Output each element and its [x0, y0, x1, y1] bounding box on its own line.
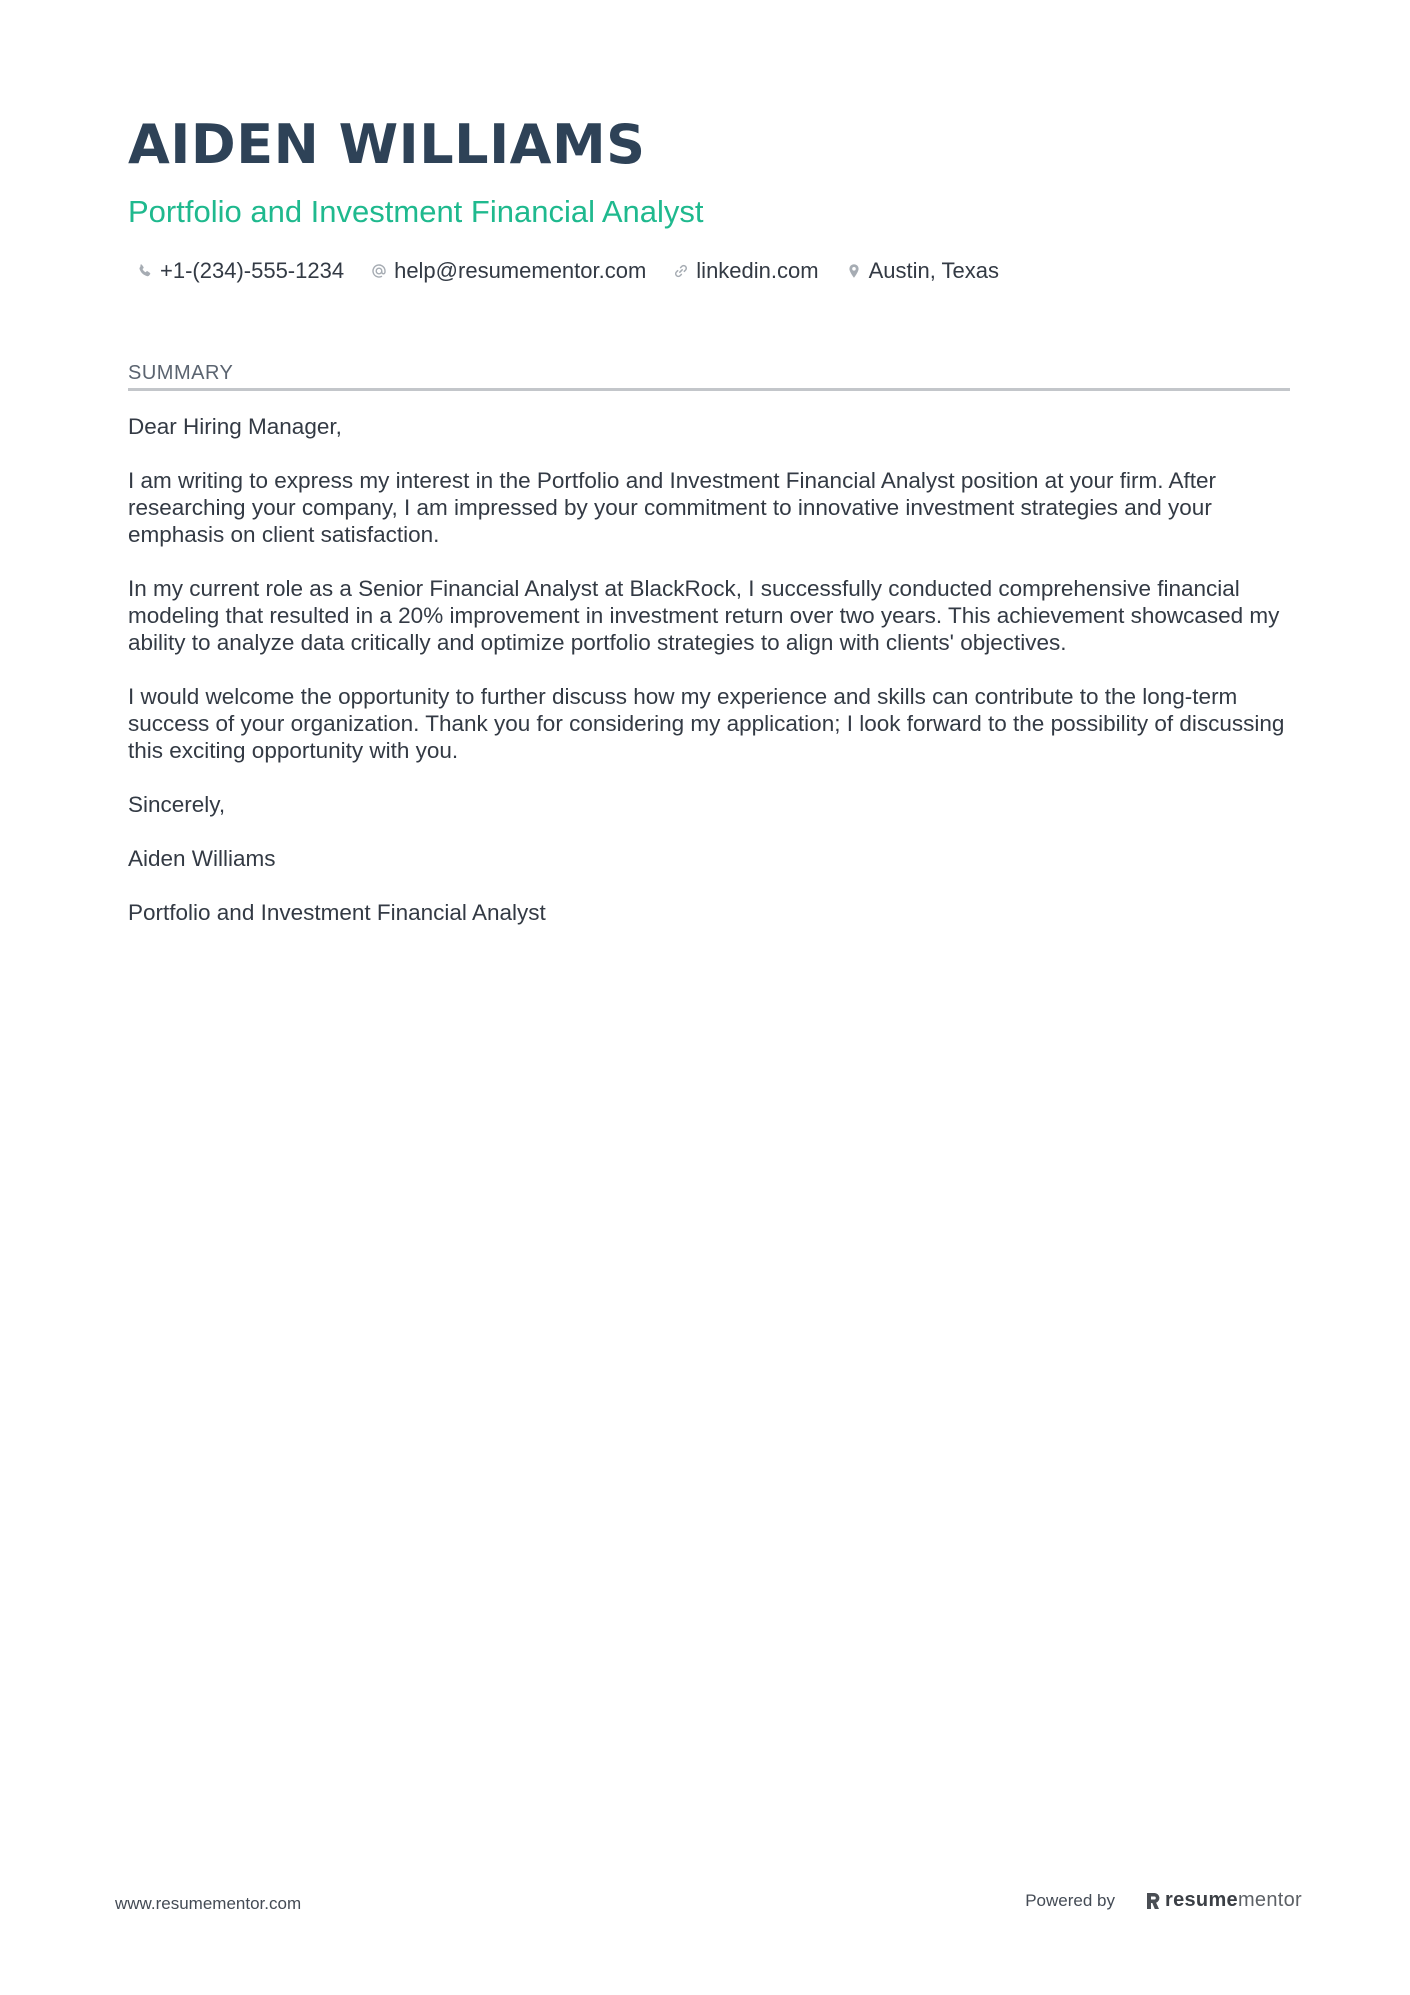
location-pin-icon [845, 262, 863, 280]
summary-section [128, 360, 1290, 953]
resumementor-logo-icon [1145, 1891, 1161, 1911]
brand-logo[interactable] [1145, 1889, 1302, 1912]
brand-name-light: mentor [1237, 1889, 1302, 1911]
powered-by-label: Powered by [1025, 1890, 1115, 1910]
paragraph-experience: In my current role as a Senior Financial Analyst at BlackRock, I successfully conducted comprehensive financial modeling that resulted in a 20% improvement in investment return over two years. This achievement showcased my ability to analyze data critically and optimize portfolio strategies to align with clients' objectives. [128, 576, 1280, 655]
contact-email[interactable] [370, 256, 646, 286]
closing: Sincerely, [128, 792, 226, 817]
section-heading: SUMMARY [128, 360, 1290, 391]
signature-title: Portfolio and Investment Financial Analyst [128, 900, 546, 925]
link-icon [672, 262, 690, 280]
contact-list [128, 256, 1288, 286]
phone-text: +1-(234)-555-1234 [160, 258, 345, 283]
header [128, 112, 1288, 286]
paragraph-interest: I am writing to express my interest in the Portfolio and Investment Financial Analyst position at your firm. After researching your company, I am impressed by your commitment to innovative investment strategies and your emphasis on client satisfaction. [128, 468, 1216, 547]
contact-location [845, 256, 999, 286]
greeting: Dear Hiring Manager, [128, 414, 342, 439]
brand-name-bold: resume [1165, 1889, 1238, 1911]
contact-phone [136, 256, 344, 286]
candidate-name: AIDEN WILLIAMS [128, 113, 646, 176]
footer-website[interactable]: www.resumementor.com [115, 1894, 302, 1913]
location-text: Austin, Texas [868, 258, 1000, 283]
phone-icon [136, 262, 154, 280]
email-text[interactable]: help@resumementor.com [394, 258, 647, 283]
signature-name: Aiden Williams [128, 846, 276, 871]
linkedin-text[interactable]: linkedin.com [696, 258, 819, 283]
job-title: Portfolio and Investment Financial Analyst [128, 194, 704, 229]
footer-branding [1025, 1889, 1302, 1912]
paragraph-closing: I would welcome the opportunity to further discuss how my experience and skills can contribute to the long-term success of your organization. Thank you for considering my application; I look forward to the possibility of discussing this exciting opportunity with you. [128, 684, 1285, 763]
at-icon [370, 262, 388, 280]
contact-linkedin[interactable] [672, 256, 818, 286]
letter-body [128, 413, 1290, 926]
